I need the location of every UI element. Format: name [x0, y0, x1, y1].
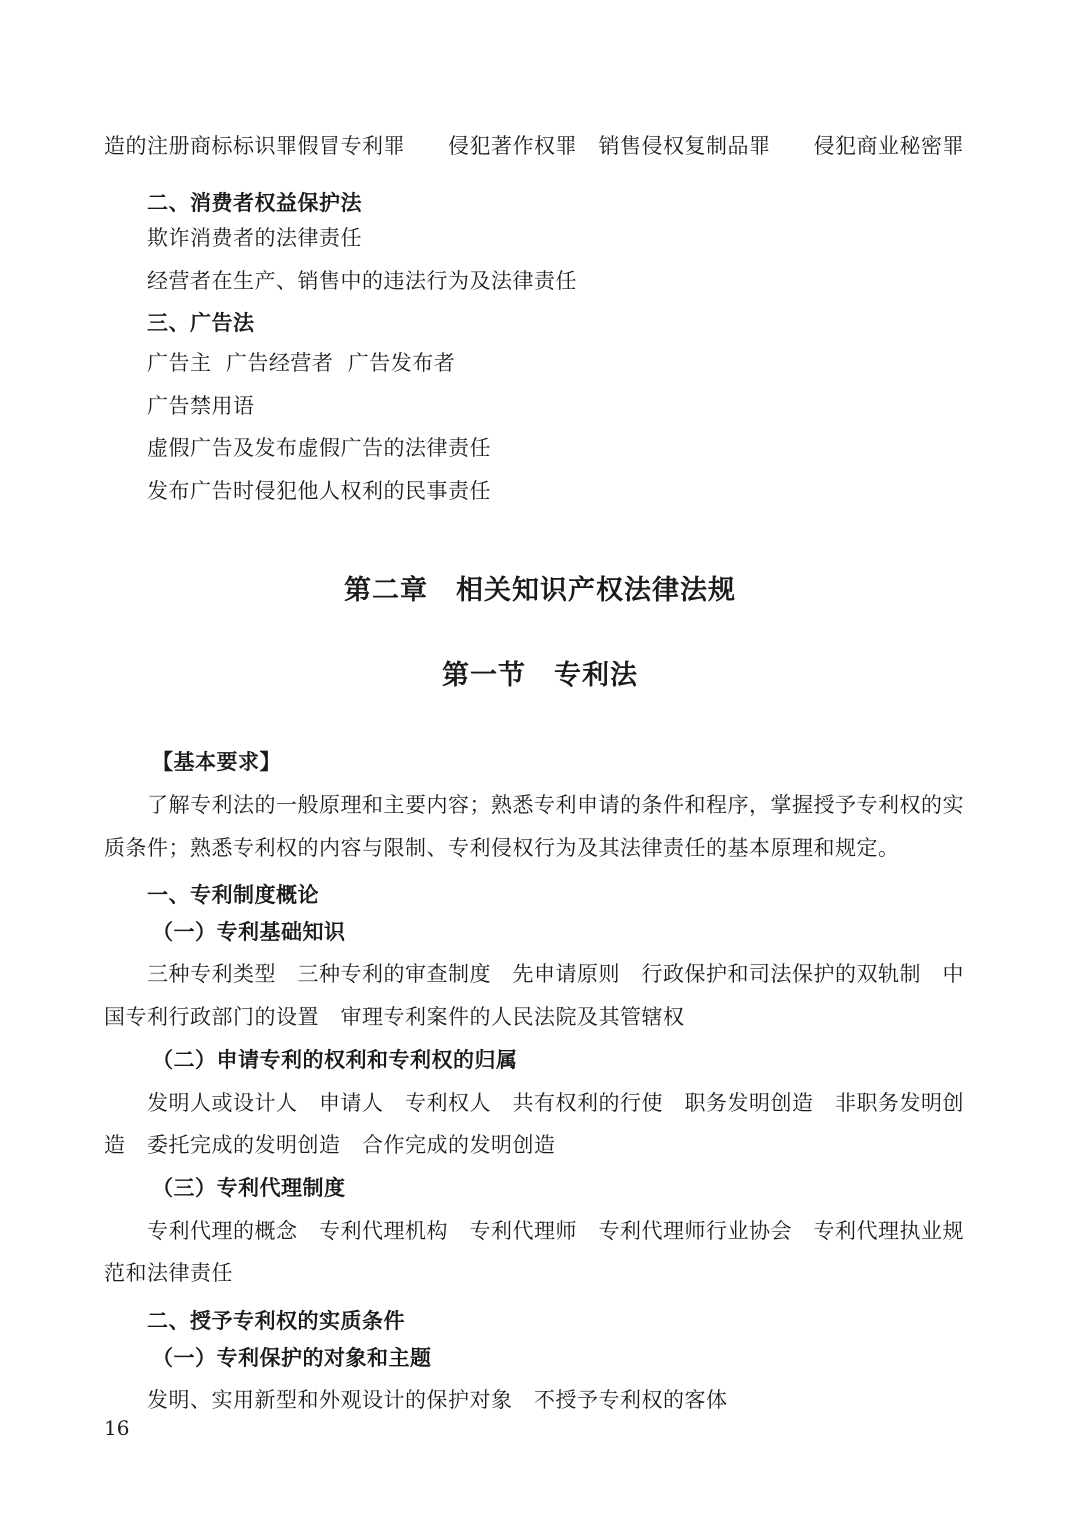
- text-line: 欺诈消费者的法律责任: [147, 226, 362, 250]
- chapter-title: 第二章 相关知识产权法律法规: [344, 575, 736, 606]
- section-title: 第一节 专利法: [442, 660, 638, 691]
- section-heading: 二、消费者权益保护法: [147, 191, 362, 215]
- text-line: 发明、实用新型和外观设计的保护对象 不授予专利权的客体: [147, 1388, 728, 1412]
- text-line: 发明人或设计人 申请人 专利权人 共有权利的行使 职务发明创造 非职务发明创: [147, 1091, 964, 1115]
- text-line: 广告禁用语: [147, 394, 255, 418]
- page-number: 16: [104, 1416, 130, 1440]
- subsection-heading: （一）专利基础知识: [152, 919, 346, 944]
- text-line: 虚假广告及发布虚假广告的法律责任: [147, 436, 491, 460]
- subsection-heading: （一）专利保护的对象和主题: [152, 1345, 432, 1370]
- text-line: 造的注册商标标识罪假冒专利罪 侵犯著作权罪 销售侵权复制品罪 侵犯商业秘密罪: [104, 134, 964, 158]
- subsection-heading: （三）专利代理制度: [152, 1175, 346, 1200]
- subsection-heading: 【基本要求】: [152, 749, 281, 774]
- text-line: 广告主 广告经营者 广告发布者: [147, 351, 456, 375]
- text-line: 发布广告时侵犯他人权利的民事责任: [147, 479, 491, 503]
- text-line: 造 委托完成的发明创造 合作完成的发明创造: [104, 1133, 556, 1157]
- section-heading: 三、广告法: [147, 311, 255, 335]
- text-line: 国专利行政部门的设置 审理专利案件的人民法院及其管辖权: [104, 1005, 685, 1029]
- text-line: 三种专利类型 三种专利的审查制度 先申请原则 行政保护和司法保护的双轨制 中: [147, 962, 964, 986]
- subsection-heading: （二）申请专利的权利和专利权的归属: [152, 1047, 518, 1072]
- text-line: 了解专利法的一般原理和主要内容；熟悉专利申请的条件和程序，掌握授予专利权的实: [147, 793, 964, 817]
- text-line: 范和法律责任: [104, 1261, 233, 1285]
- text-line: 经营者在生产、销售中的违法行为及法律责任: [147, 269, 577, 293]
- section-heading: 一、专利制度概论: [147, 883, 319, 907]
- section-heading: 二、授予专利权的实质条件: [147, 1309, 405, 1333]
- text-line: 专利代理的概念 专利代理机构 专利代理师 专利代理师行业协会 专利代理执业规: [147, 1219, 964, 1243]
- text-line: 质条件；熟悉专利权的内容与限制、专利侵权行为及其法律责任的基本原理和规定。: [104, 836, 900, 860]
